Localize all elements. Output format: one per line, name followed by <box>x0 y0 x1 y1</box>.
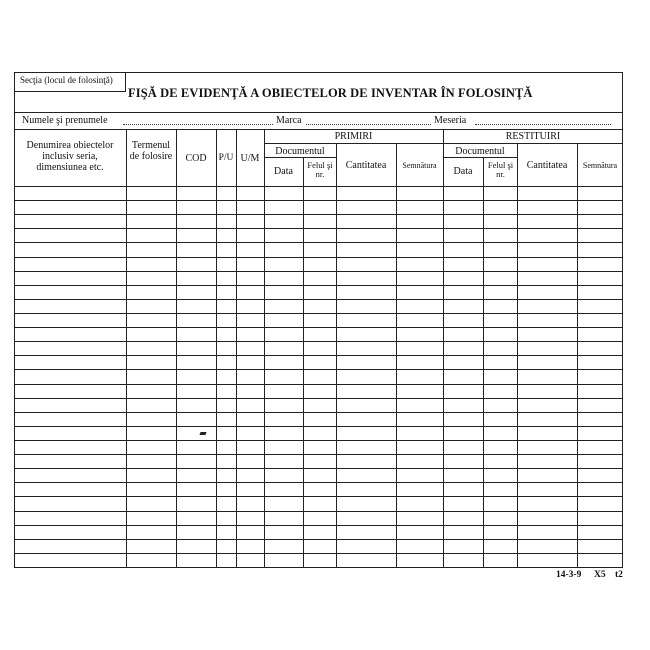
footer-code: 14-3-9 <box>556 570 582 580</box>
numele-label: Numele şi prenumele <box>22 115 108 126</box>
table-row <box>14 468 623 469</box>
meseria-label: Meseria <box>434 115 467 126</box>
table-column-line <box>396 143 397 567</box>
marca-label: Marca <box>276 115 302 126</box>
restituiri-semnatura: Semnătura <box>582 161 618 170</box>
table-row <box>14 525 623 526</box>
table-column-line <box>176 129 177 567</box>
table-column-line <box>236 129 237 567</box>
table-row <box>14 369 623 370</box>
table-row <box>14 539 623 540</box>
table-row <box>14 355 623 356</box>
primiri-cantitatea: Cantitatea <box>345 160 387 171</box>
table-row <box>14 553 623 554</box>
table-row <box>14 200 623 201</box>
table-row <box>14 214 623 215</box>
header-pu: P/U <box>218 153 234 163</box>
table-row <box>14 482 623 483</box>
restituiri-documentul: Documentul <box>455 146 505 157</box>
restituiri-data: Data <box>453 166 473 177</box>
table-column-line <box>577 143 578 567</box>
restituiri-cantitatea: Cantitatea <box>526 160 568 171</box>
primiri-data: Data <box>274 166 293 177</box>
table-column-line <box>303 157 304 567</box>
marca-field[interactable] <box>306 116 431 125</box>
table-column-line <box>517 143 518 567</box>
header-line-doc-restituiri <box>443 157 517 158</box>
meseria-field[interactable] <box>475 116 611 125</box>
table-row <box>14 384 623 385</box>
table-row <box>14 327 623 328</box>
title-divider <box>14 112 623 113</box>
table-row <box>14 440 623 441</box>
table-column-line <box>216 129 217 567</box>
header-cod: COD <box>185 153 207 164</box>
table-row <box>14 242 623 243</box>
table-row <box>14 496 623 497</box>
form-title: FIŞĂ DE EVIDENŢĂ A OBIECTELOR DE INVENTAR ÎN FOLOSINŢĂ <box>128 86 533 100</box>
header-line-doc-primiri <box>264 157 336 158</box>
footer-format: X5 <box>594 570 606 580</box>
table-row <box>14 271 623 272</box>
table-header-top <box>14 129 623 130</box>
header-restituiri: RESTITUIRI <box>505 131 561 142</box>
table-row <box>14 228 623 229</box>
table-row <box>14 398 623 399</box>
table-row <box>14 257 623 258</box>
table-column-line <box>336 143 337 567</box>
table-column-line <box>483 157 484 567</box>
table-header-bottom <box>14 186 623 187</box>
table-column-line <box>443 129 444 567</box>
primiri-documentul: Documentul <box>275 146 325 157</box>
primiri-felul: Felul şi nr. <box>307 160 333 179</box>
table-row <box>14 426 623 427</box>
table-row <box>14 313 623 314</box>
footer-variant: t2 <box>615 570 623 580</box>
table-row <box>14 285 623 286</box>
header-um: U/M <box>240 153 260 164</box>
table-row <box>14 341 623 342</box>
table-row <box>14 511 623 512</box>
ink-mark <box>199 432 206 435</box>
restituiri-felul: Felul şi nr. <box>487 160 514 179</box>
table-row <box>14 412 623 413</box>
table-column-line <box>126 129 127 567</box>
primiri-semnatura: Semnătura <box>402 161 437 170</box>
table-column-line <box>264 129 265 567</box>
header-denumirea: Denumirea obiectelor inclusiv seria, dimensiunea etc. <box>26 140 114 173</box>
table-row <box>14 454 623 455</box>
header-termenul: Termenul de folosire <box>129 140 173 162</box>
numele-field[interactable] <box>123 116 273 125</box>
table-row <box>14 299 623 300</box>
sectia-label: Secţia (locul de folosinţă) <box>14 72 126 92</box>
header-primiri: PRIMIRI <box>334 131 373 142</box>
